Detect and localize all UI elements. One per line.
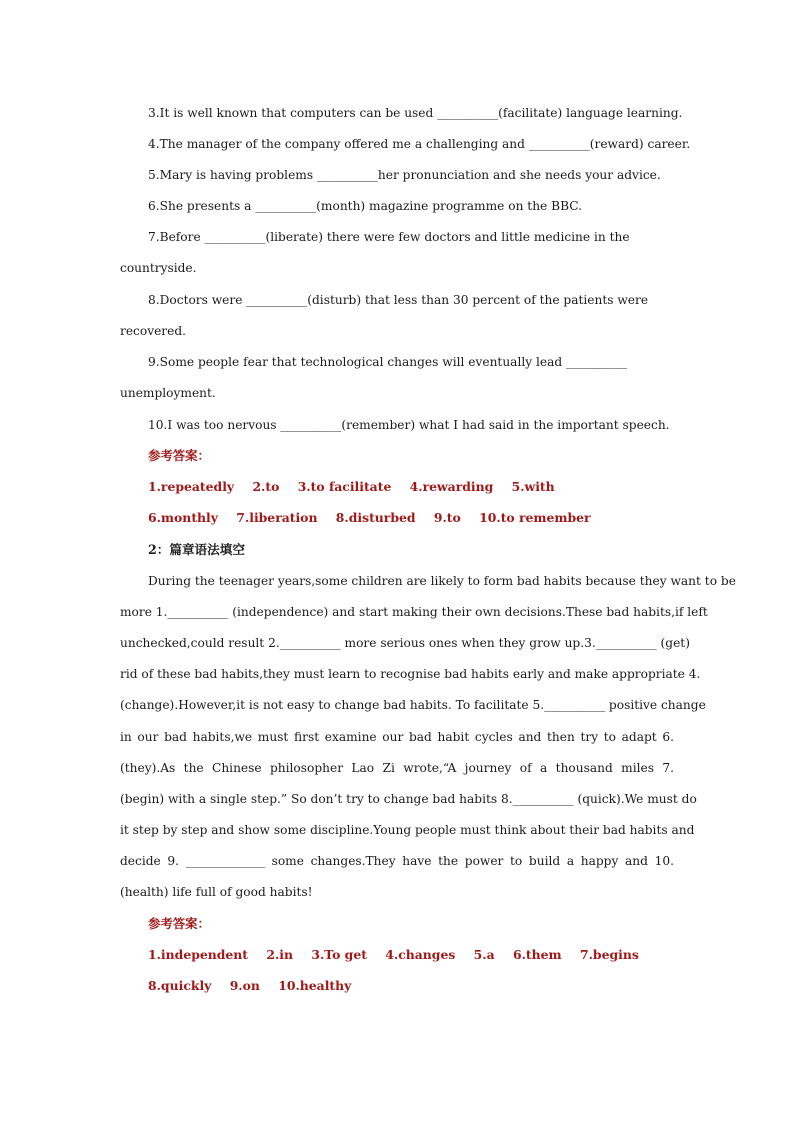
passage-line: more 1.__________ (independence) and start making their own decisions.These bad habits,if left [120,605,708,619]
question-6: 6.She presents a __________(month) magazine programme on the BBC. [148,199,583,213]
answer-item: 3.To get [311,947,367,962]
answers-row-3 [148,947,639,963]
answer-item: 4.changes [385,947,456,962]
answer-item: 3.to facilitate [297,479,392,494]
answer-item: 2.in [266,947,294,962]
answer-item: 7.begins [579,947,639,962]
answer-item: 1.independent [148,947,249,962]
passage-line: (begin) with a single step.” So don’t try to change bad habits 8.__________ (quick).We must do [120,792,697,806]
answer-item: 9.to [433,510,461,525]
question-8-line2: recovered. [120,324,187,338]
passage-line-last: (health) life full of good habits! [120,885,313,899]
passage-line: unchecked,could result 2.__________ more serious ones when they grow up.3.__________ (get) [120,636,690,650]
passage-line: During the teenager years,some children are likely to form bad habits because they want to be [148,574,736,588]
passage-line: (they).As the Chinese philosopher Lao Zi wrote,“A journey of a thousand miles 7. [120,761,674,775]
answer-item: 6.them [512,947,562,962]
answer-item: 4.rewarding [409,479,494,494]
answer-item: 6.monthly [148,510,218,525]
question-10: 10.I was too nervous __________(remember) what I had said in the important speech. [148,418,670,432]
question-8-line1: 8.Doctors were __________(disturb) that less than 30 percent of the patients were [148,293,649,307]
section-heading: 2：篇章语法填空 [148,542,245,557]
question-7-line2: countryside. [120,261,197,275]
question-7-line1: 7.Before __________(liberate) there were few doctors and little medicine in the [148,230,630,244]
question-9-line1: 9.Some people fear that technological changes will eventually lead __________ [148,355,627,369]
answer-label-1: 参考答案： [148,448,210,463]
answer-item: 5.a [473,947,495,962]
passage-line: decide 9. _____________ some changes.They have the power to build a happy and 10. [120,854,674,868]
question-5: 5.Mary is having problems __________her pronunciation and she needs your advice. [148,168,661,182]
passage-line: rid of these bad habits,they must learn to recognise bad habits early and make appropriate 4. [120,667,701,681]
answer-item: 10.to remember [479,510,591,525]
question-3: 3.It is well known that computers can be used __________(facilitate) language learning. [148,106,683,120]
answer-label-2: 参考答案： [148,916,210,931]
question-4: 4.The manager of the company offered me a challenging and __________(reward) career. [148,137,691,151]
answers-row-1 [148,479,555,495]
passage-line: (change).However,it is not easy to change bad habits. To facilitate 5.__________ positive change [120,698,706,712]
answer-item: 1.repeatedly [148,479,235,494]
passage-line: in our bad habits,we must first examine our bad habit cycles and then try to adapt 6. [120,730,674,744]
answer-item: 5.with [511,479,555,494]
answer-item: 7.liberation [236,510,318,525]
answer-item: 9.on [229,978,260,993]
answers-row-2 [148,510,591,526]
question-9-line2: unemployment. [120,386,216,400]
answer-item: 2.to [252,479,280,494]
answers-row-4 [148,978,351,994]
answer-item: 10.healthy [278,978,352,993]
answer-item: 8.quickly [148,978,212,993]
answer-item: 8.disturbed [335,510,416,525]
passage-line: it step by step and show some discipline.Young people must think about their bad habits and [120,823,695,837]
